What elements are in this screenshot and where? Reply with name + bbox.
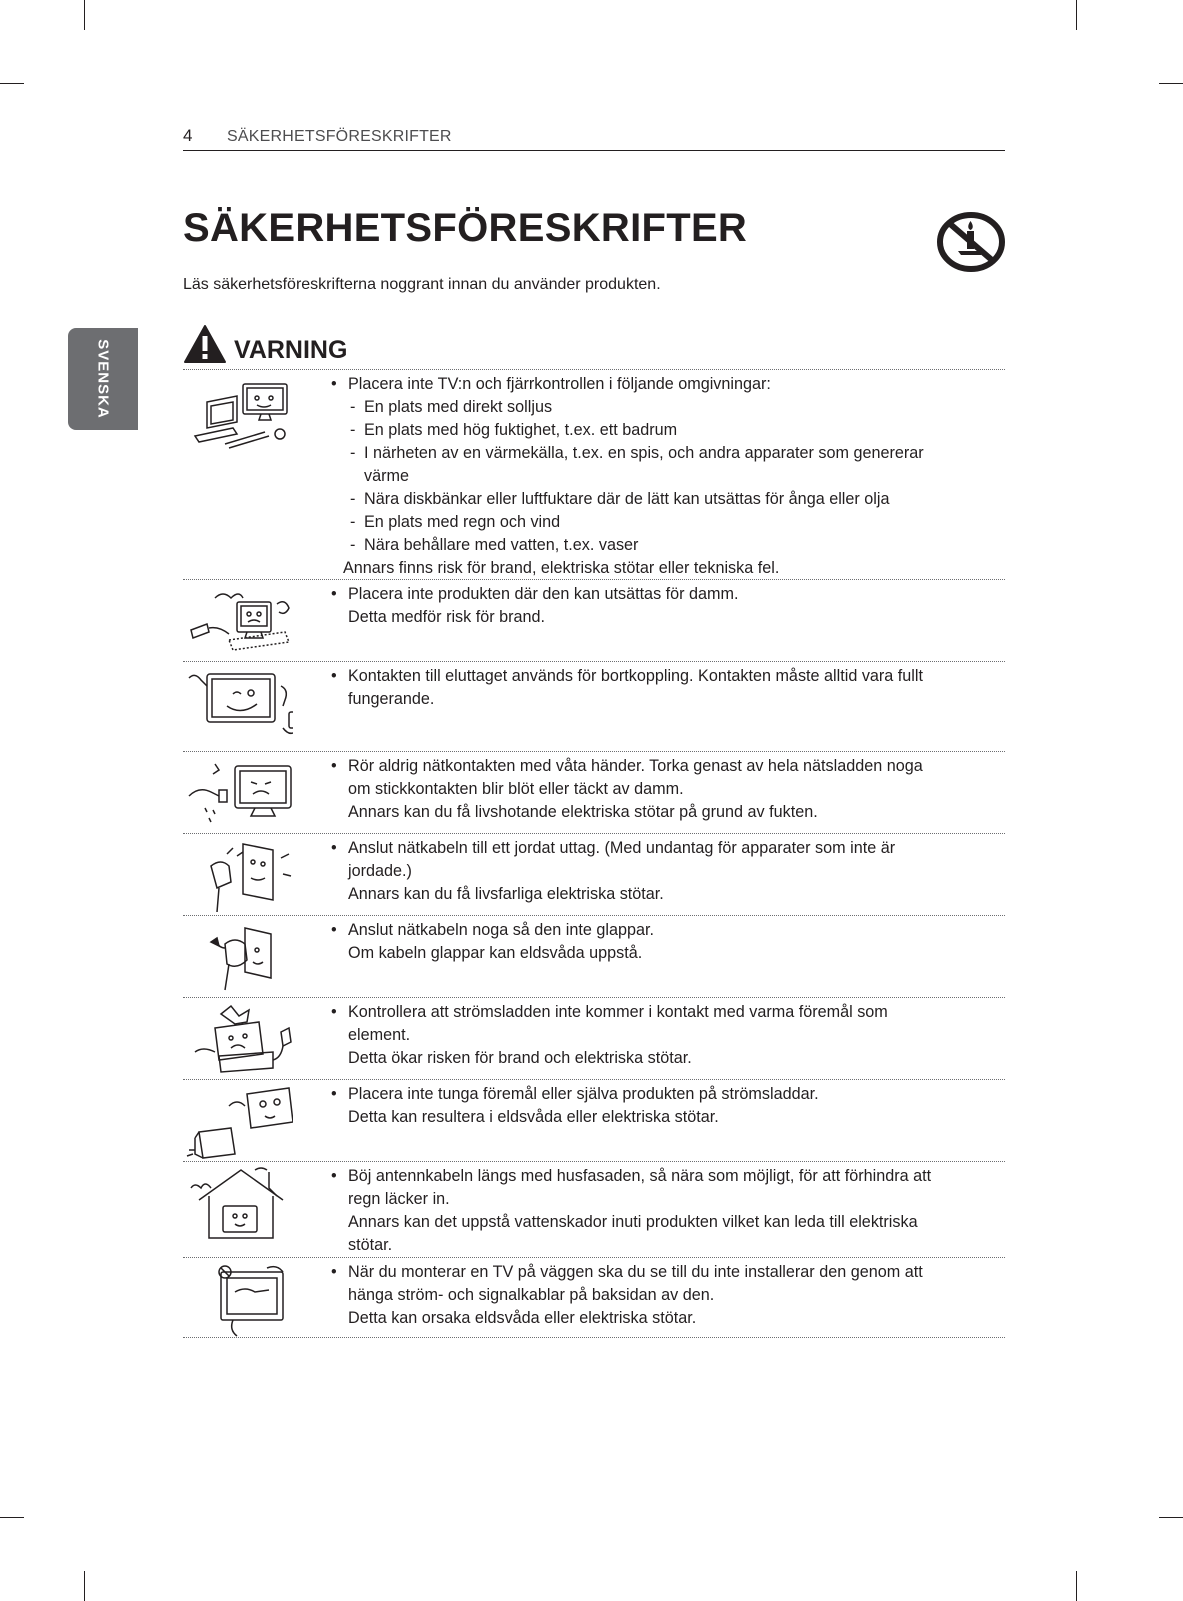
running-title: SÄKERHETSFÖRESKRIFTER [227, 128, 452, 145]
antenna-cable-house-illustration [185, 1166, 293, 1242]
wall-mount-cables-illustration [185, 1262, 293, 1338]
cord-heater-illustration [185, 1002, 293, 1078]
crop-mark [1159, 83, 1183, 84]
tv-remote-environment-illustration [185, 374, 293, 450]
warning-consequence: Annars finns risk för brand, elektriska stötar eller tekniska fel. [343, 559, 780, 577]
crop-mark [84, 1571, 85, 1601]
warning-consequence: Annars kan det uppstå vattenskador inuti produkten vilket kan leda till elektriska [348, 1213, 918, 1231]
crop-mark [1076, 1571, 1077, 1601]
wet-hands-plug-illustration [185, 756, 293, 832]
warning-item [183, 661, 1005, 751]
warning-subitem: - Nära behållare med vatten, t.ex. vaser [330, 534, 990, 557]
warning-list [183, 369, 1005, 1338]
warning-consequence: Detta medför risk för brand. [348, 608, 546, 626]
warning-text-continued: element. [348, 1026, 411, 1044]
warning-consequence-continued: stötar. [348, 1236, 393, 1254]
heavy-object-on-cord-illustration [185, 1084, 293, 1160]
warning-subitem: - En plats med direkt solljus [330, 396, 990, 419]
grounded-outlet-illustration [185, 838, 293, 914]
warning-subitem: - Nära diskbänkar eller luftfuktare där de lätt kan utsättas för ånga eller olja [330, 488, 990, 511]
warning-text: • Kontrollera att strömsladden inte kommer i kontakt med varma föremål som [330, 1001, 990, 1024]
warning-text-continued: hänga ström- och signalkablar på baksidan av den. [348, 1286, 715, 1304]
warning-triangle-icon [183, 324, 227, 364]
warning-item [183, 1161, 1005, 1257]
warning-subitem: - En plats med regn och vind [330, 511, 990, 534]
warning-text-continued: regn läcker in. [348, 1190, 450, 1208]
warning-text: • Böj antennkabeln längs med husfasaden, så nära som möjligt, för att förhindra att [330, 1165, 990, 1188]
warning-consequence: Detta kan orsaka eldsvåda eller elektriska stötar. [348, 1309, 697, 1327]
crop-mark [84, 0, 85, 30]
running-header [183, 126, 1005, 151]
warning-text: • Kontakten till eluttaget används för bortkoppling. Kontakten måste alltid vara fullt [330, 665, 990, 688]
warning-item [183, 369, 1005, 579]
language-tab [68, 328, 138, 430]
warning-text-continued: fungerande. [348, 690, 435, 708]
crop-mark [1159, 1517, 1183, 1518]
warning-consequence: Annars kan du få livsfarliga elektriska stötar. [348, 885, 664, 903]
warning-item [183, 915, 1005, 997]
warning-item [183, 1257, 1005, 1338]
warning-subitem: - I närheten av en värmekälla, t.ex. en spis, och andra apparater som genererar [330, 442, 990, 465]
crop-mark [1076, 0, 1077, 30]
warning-consequence: Annars kan du få livshotande elektriska stötar på grund av fukten. [348, 803, 818, 821]
tv-dust-illustration [185, 584, 293, 660]
page-number: 4 [183, 126, 193, 145]
warning-subitem: - En plats med hög fuktighet, t.ex. ett badrum [330, 419, 990, 442]
no-candle-icon [936, 211, 1006, 273]
page-title: SÄKERHETSFÖRESKRIFTER [183, 206, 748, 250]
crop-mark [0, 83, 24, 84]
warning-text: • Placera inte tunga föremål eller själva produkten på strömsladdar. [330, 1083, 990, 1106]
warning-text: • Placera inte TV:n och fjärrkontrollen i följande omgivningar: [330, 373, 990, 396]
language-tab-label: SVENSKA [94, 339, 112, 419]
warning-item [183, 579, 1005, 661]
warning-text: • Placera inte produkten där den kan utsättas för damm. [330, 583, 990, 606]
tv-unplug-illustration [185, 666, 293, 742]
warning-consequence: Detta ökar risken för brand och elektriska stötar. [348, 1049, 692, 1067]
intro-text: Läs säkerhetsföreskrifterna noggrant innan du använder produkten. [183, 276, 661, 293]
warning-item [183, 997, 1005, 1079]
warning-consequence: Detta kan resultera i eldsvåda eller elektriska stötar. [348, 1108, 719, 1126]
warning-text: • Anslut nätkabeln till ett jordat uttag. (Med undantag för apparater som inte är [330, 837, 990, 860]
warning-text: • När du monterar en TV på väggen ska du se till du inte installerar den genom att [330, 1261, 990, 1284]
warning-text: • Anslut nätkabeln noga så den inte glappar. [330, 919, 990, 942]
plug-insert-illustration [185, 920, 293, 996]
warning-item [183, 751, 1005, 833]
warning-consequence: Om kabeln glappar kan eldsvåda uppstå. [348, 944, 643, 962]
crop-mark [0, 1517, 24, 1518]
warning-subitem-continued: värme [364, 467, 409, 485]
warning-text-continued: jordade.) [348, 862, 412, 880]
warning-text: • Rör aldrig nätkontakten med våta händer. Torka genast av hela nätsladden noga [330, 755, 990, 778]
warning-label: VARNING [234, 336, 348, 364]
warning-item [183, 833, 1005, 915]
warning-item [183, 1079, 1005, 1161]
warning-text-continued: om stickkontakten blir blöt eller täckt av damm. [348, 780, 684, 798]
warning-heading [183, 324, 1005, 368]
